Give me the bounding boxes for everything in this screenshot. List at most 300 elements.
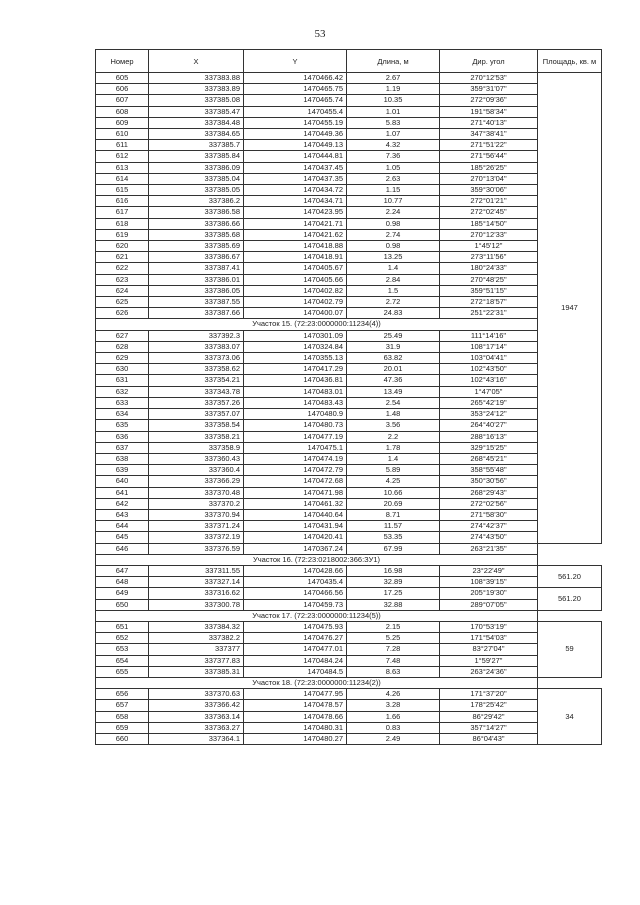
table-row: [96, 409, 602, 420]
table-row: [96, 532, 602, 543]
y-coordinate: 1470466.42: [244, 73, 347, 84]
point-number: 627: [96, 330, 149, 341]
table-row: [96, 241, 602, 252]
point-number: 626: [96, 308, 149, 319]
y-coordinate: 1470455.19: [244, 117, 347, 128]
segment-length: 1.15: [347, 185, 440, 196]
segment-length: 5.83: [347, 117, 440, 128]
segment-length: 1.05: [347, 162, 440, 173]
direction-angle: 178°25'42": [440, 700, 538, 711]
direction-angle: 263°24'36": [440, 666, 538, 677]
y-coordinate: 1470475.93: [244, 621, 347, 632]
table-row: [96, 252, 602, 263]
segment-length: 8.63: [347, 666, 440, 677]
section-title: Участок 15. (72:23:0000000:11234(4)): [96, 319, 538, 330]
segment-length: 53.35: [347, 532, 440, 543]
y-coordinate: 1470423.95: [244, 207, 347, 218]
direction-angle: 263°21'35": [440, 543, 538, 554]
x-coordinate: 337386.01: [149, 274, 244, 285]
table-row: [96, 465, 602, 476]
y-coordinate: 1470421.71: [244, 218, 347, 229]
point-number: 630: [96, 364, 149, 375]
direction-angle: 329°15'25": [440, 442, 538, 453]
x-coordinate: 337327.14: [149, 577, 244, 588]
page-number: 53: [314, 28, 326, 40]
point-number: 640: [96, 476, 149, 487]
point-number: 621: [96, 252, 149, 263]
area-value: 34: [538, 689, 602, 745]
direction-angle: 271°40'13": [440, 117, 538, 128]
direction-angle: 185°14'50": [440, 218, 538, 229]
point-number: 642: [96, 498, 149, 509]
direction-angle: 289°07'05": [440, 599, 538, 610]
x-coordinate: 337384.32: [149, 621, 244, 632]
segment-length: 2.54: [347, 397, 440, 408]
x-coordinate: 337316.62: [149, 588, 244, 599]
table-row: [96, 218, 602, 229]
point-number: 628: [96, 341, 149, 352]
y-coordinate: 1470405.66: [244, 274, 347, 285]
table-row: [96, 476, 602, 487]
x-coordinate: 337383.88: [149, 73, 244, 84]
y-coordinate: 1470478.57: [244, 700, 347, 711]
direction-angle: 357°14'27": [440, 722, 538, 733]
segment-length: 1.07: [347, 129, 440, 140]
segment-length: 1.78: [347, 442, 440, 453]
section-header-row: [96, 319, 602, 330]
direction-angle: 359°31'07": [440, 84, 538, 95]
x-coordinate: 337387.66: [149, 308, 244, 319]
segment-length: 1.4: [347, 263, 440, 274]
y-coordinate: 1470466.56: [244, 588, 347, 599]
segment-length: 67.99: [347, 543, 440, 554]
direction-angle: 102°43'16": [440, 375, 538, 386]
segment-length: 7.28: [347, 644, 440, 655]
direction-angle: 108°39'15": [440, 577, 538, 588]
y-coordinate: 1470355.13: [244, 353, 347, 364]
y-coordinate: 1470472.79: [244, 465, 347, 476]
table-row: [96, 588, 602, 599]
point-number: 608: [96, 106, 149, 117]
x-coordinate: 337358.21: [149, 431, 244, 442]
table-row: [96, 655, 602, 666]
table-header-row: [96, 50, 602, 73]
y-coordinate: 1470431.94: [244, 521, 347, 532]
point-number: 638: [96, 453, 149, 464]
segment-length: 1.5: [347, 285, 440, 296]
segment-length: 31.9: [347, 341, 440, 352]
x-coordinate: 337372.19: [149, 532, 244, 543]
section-title: Участок 17. (72:23:0000000:11234(5)): [96, 610, 538, 621]
y-coordinate: 1470324.84: [244, 341, 347, 352]
segment-length: 63.82: [347, 353, 440, 364]
x-coordinate: 337386.05: [149, 285, 244, 296]
point-number: 631: [96, 375, 149, 386]
point-number: 610: [96, 129, 149, 140]
y-coordinate: 1470465.75: [244, 84, 347, 95]
x-coordinate: 337360.43: [149, 453, 244, 464]
point-number: 607: [96, 95, 149, 106]
segment-length: 2.49: [347, 733, 440, 744]
direction-angle: 180°24'33": [440, 263, 538, 274]
direction-angle: 205°19'30": [440, 588, 538, 599]
point-number: 633: [96, 397, 149, 408]
y-coordinate: 1470434.72: [244, 185, 347, 196]
table-row: [96, 565, 602, 576]
y-coordinate: 1470420.41: [244, 532, 347, 543]
direction-angle: 272°01'21": [440, 196, 538, 207]
table-row: [96, 308, 602, 319]
table-row: [96, 151, 602, 162]
direction-angle: 1°59'27": [440, 655, 538, 666]
header-number: Номер: [96, 50, 149, 73]
segment-length: 0.98: [347, 241, 440, 252]
y-coordinate: 1470402.82: [244, 285, 347, 296]
direction-angle: 359°51'15": [440, 285, 538, 296]
table-row: [96, 722, 602, 733]
point-number: 636: [96, 431, 149, 442]
x-coordinate: 337364.1: [149, 733, 244, 744]
direction-angle: 272°18'57": [440, 297, 538, 308]
x-coordinate: 337383.07: [149, 341, 244, 352]
table-row: [96, 543, 602, 554]
y-coordinate: 1470435.4: [244, 577, 347, 588]
segment-length: 2.15: [347, 621, 440, 632]
direction-angle: 171°37'20": [440, 689, 538, 700]
direction-angle: 268°45'21": [440, 453, 538, 464]
segment-length: 3.28: [347, 700, 440, 711]
y-coordinate: 1470477.01: [244, 644, 347, 655]
direction-angle: 272°02'45": [440, 207, 538, 218]
direction-angle: 347°38'41": [440, 129, 538, 140]
segment-length: 13.25: [347, 252, 440, 263]
point-number: 625: [96, 297, 149, 308]
x-coordinate: 337386.66: [149, 218, 244, 229]
x-coordinate: 337385.31: [149, 666, 244, 677]
table-row: [96, 599, 602, 610]
x-coordinate: 337386.67: [149, 252, 244, 263]
x-coordinate: 337354.21: [149, 375, 244, 386]
x-coordinate: 337377: [149, 644, 244, 655]
direction-angle: 274°43'50": [440, 532, 538, 543]
y-coordinate: 1470440.64: [244, 509, 347, 520]
direction-angle: 271°56'44": [440, 151, 538, 162]
segment-length: 2.72: [347, 297, 440, 308]
direction-angle: 268°29'43": [440, 487, 538, 498]
table-row: [96, 263, 602, 274]
point-number: 609: [96, 117, 149, 128]
x-coordinate: 337385.04: [149, 173, 244, 184]
y-coordinate: 1470449.13: [244, 140, 347, 151]
y-coordinate: 1470461.32: [244, 498, 347, 509]
y-coordinate: 1470437.35: [244, 173, 347, 184]
point-number: 654: [96, 655, 149, 666]
point-number: 632: [96, 386, 149, 397]
segment-length: 2.2: [347, 431, 440, 442]
y-coordinate: 1470444.81: [244, 151, 347, 162]
x-coordinate: 337385.47: [149, 106, 244, 117]
y-coordinate: 1470434.71: [244, 196, 347, 207]
table-row: [96, 386, 602, 397]
direction-angle: 86°29'42": [440, 711, 538, 722]
x-coordinate: 337363.27: [149, 722, 244, 733]
table-row: [96, 666, 602, 677]
y-coordinate: 1470418.88: [244, 241, 347, 252]
table-row: [96, 73, 602, 84]
y-coordinate: 1470400.07: [244, 308, 347, 319]
point-number: 646: [96, 543, 149, 554]
table-row: [96, 442, 602, 453]
table-row: [96, 453, 602, 464]
table-row: [96, 173, 602, 184]
direction-angle: 23°22'49": [440, 565, 538, 576]
y-coordinate: 1470475.1: [244, 442, 347, 453]
segment-length: 0.83: [347, 722, 440, 733]
point-number: 624: [96, 285, 149, 296]
segment-length: 47.36: [347, 375, 440, 386]
header-y: Y: [244, 50, 347, 73]
x-coordinate: 337373.06: [149, 353, 244, 364]
x-coordinate: 337386.09: [149, 162, 244, 173]
segment-length: 17.25: [347, 588, 440, 599]
header-length: Длина, м: [347, 50, 440, 73]
table-row: [96, 274, 602, 285]
table-row: [96, 330, 602, 341]
segment-length: 16.98: [347, 565, 440, 576]
section-title: Участок 16. (72:23:0218002:366:ЗУ1): [96, 554, 538, 565]
segment-length: 1.48: [347, 409, 440, 420]
y-coordinate: 1470471.98: [244, 487, 347, 498]
point-number: 639: [96, 465, 149, 476]
segment-length: 2.63: [347, 173, 440, 184]
table-row: [96, 521, 602, 532]
point-number: 650: [96, 599, 149, 610]
x-coordinate: 337357.26: [149, 397, 244, 408]
y-coordinate: 1470483.01: [244, 386, 347, 397]
direction-angle: 270°48'25": [440, 274, 538, 285]
y-coordinate: 1470437.45: [244, 162, 347, 173]
table-row: [96, 140, 602, 151]
table-row: [96, 644, 602, 655]
point-number: 643: [96, 509, 149, 520]
direction-angle: 170°53'19": [440, 621, 538, 632]
point-number: 634: [96, 409, 149, 420]
point-number: 658: [96, 711, 149, 722]
x-coordinate: 337358.62: [149, 364, 244, 375]
direction-angle: 270°13'04": [440, 173, 538, 184]
segment-length: 2.84: [347, 274, 440, 285]
direction-angle: 350°30'56": [440, 476, 538, 487]
point-number: 619: [96, 229, 149, 240]
y-coordinate: 1470301.09: [244, 330, 347, 341]
x-coordinate: 337357.07: [149, 409, 244, 420]
table-row: [96, 196, 602, 207]
area-value: 561.20: [538, 588, 602, 610]
x-coordinate: 337370.94: [149, 509, 244, 520]
segment-length: 4.25: [347, 476, 440, 487]
x-coordinate: 337377.83: [149, 655, 244, 666]
point-number: 618: [96, 218, 149, 229]
x-coordinate: 337385.08: [149, 95, 244, 106]
x-coordinate: 337358.9: [149, 442, 244, 453]
direction-angle: 271°58'30": [440, 509, 538, 520]
coordinates-table: [95, 49, 602, 745]
segment-length: 3.56: [347, 420, 440, 431]
y-coordinate: 1470367.24: [244, 543, 347, 554]
segment-length: 1.01: [347, 106, 440, 117]
table-row: [96, 364, 602, 375]
x-coordinate: 337385.69: [149, 241, 244, 252]
y-coordinate: 1470417.29: [244, 364, 347, 375]
table-row: [96, 621, 602, 632]
y-coordinate: 1470402.79: [244, 297, 347, 308]
x-coordinate: 337384.48: [149, 117, 244, 128]
table-row: [96, 84, 602, 95]
y-coordinate: 1470477.19: [244, 431, 347, 442]
direction-angle: 272°02'56": [440, 498, 538, 509]
y-coordinate: 1470484.24: [244, 655, 347, 666]
point-number: 651: [96, 621, 149, 632]
point-number: 611: [96, 140, 149, 151]
segment-length: 32.88: [347, 599, 440, 610]
table-row: [96, 117, 602, 128]
point-number: 620: [96, 241, 149, 252]
segment-length: 20.69: [347, 498, 440, 509]
y-coordinate: 1470405.67: [244, 263, 347, 274]
point-number: 655: [96, 666, 149, 677]
point-number: 649: [96, 588, 149, 599]
direction-angle: 1°47'05": [440, 386, 538, 397]
segment-length: 10.66: [347, 487, 440, 498]
segment-length: 2.74: [347, 229, 440, 240]
direction-angle: 273°11'56": [440, 252, 538, 263]
point-number: 613: [96, 162, 149, 173]
y-coordinate: 1470483.43: [244, 397, 347, 408]
segment-length: 11.57: [347, 521, 440, 532]
direction-angle: 83°27'04": [440, 644, 538, 655]
segment-length: 5.25: [347, 633, 440, 644]
segment-length: 10.77: [347, 196, 440, 207]
header-area: Площадь, кв. м: [538, 50, 602, 73]
direction-angle: 265°42'19": [440, 397, 538, 408]
table-row: [96, 297, 602, 308]
direction-angle: 270°12'53": [440, 73, 538, 84]
y-coordinate: 1470455.4: [244, 106, 347, 117]
section-header-row: [96, 610, 602, 621]
table-row: [96, 285, 602, 296]
direction-angle: 272°09'36": [440, 95, 538, 106]
y-coordinate: 1470480.73: [244, 420, 347, 431]
segment-length: 10.35: [347, 95, 440, 106]
point-number: 637: [96, 442, 149, 453]
table-row: [96, 95, 602, 106]
point-number: 629: [96, 353, 149, 364]
direction-angle: 274°42'37": [440, 521, 538, 532]
table-row: [96, 498, 602, 509]
area-value: 561.20: [538, 565, 602, 587]
segment-length: 13.49: [347, 386, 440, 397]
point-number: 605: [96, 73, 149, 84]
segment-length: 2.24: [347, 207, 440, 218]
y-coordinate: 1470476.27: [244, 633, 347, 644]
y-coordinate: 1470421.62: [244, 229, 347, 240]
direction-angle: 264°40'27": [440, 420, 538, 431]
segment-length: 2.67: [347, 73, 440, 84]
section-header-row: [96, 554, 602, 565]
segment-length: 5.89: [347, 465, 440, 476]
point-number: 652: [96, 633, 149, 644]
table-row: [96, 129, 602, 140]
table-row: [96, 207, 602, 218]
point-number: 645: [96, 532, 149, 543]
section-header-row: [96, 677, 602, 688]
segment-length: 1.66: [347, 711, 440, 722]
segment-length: 4.26: [347, 689, 440, 700]
y-coordinate: 1470480.9: [244, 409, 347, 420]
y-coordinate: 1470418.91: [244, 252, 347, 263]
y-coordinate: 1470428.66: [244, 565, 347, 576]
x-coordinate: 337385.7: [149, 140, 244, 151]
table-row: [96, 577, 602, 588]
x-coordinate: 337385.68: [149, 229, 244, 240]
point-number: 657: [96, 700, 149, 711]
area-value: 59: [538, 621, 602, 677]
point-number: 606: [96, 84, 149, 95]
y-coordinate: 1470465.74: [244, 95, 347, 106]
segment-length: 32.89: [347, 577, 440, 588]
x-coordinate: 337358.54: [149, 420, 244, 431]
y-coordinate: 1470472.68: [244, 476, 347, 487]
x-coordinate: 337370.2: [149, 498, 244, 509]
header-x: X: [149, 50, 244, 73]
x-coordinate: 337387.41: [149, 263, 244, 274]
table-row: [96, 397, 602, 408]
y-coordinate: 1470478.66: [244, 711, 347, 722]
x-coordinate: 337385.84: [149, 151, 244, 162]
point-number: 648: [96, 577, 149, 588]
point-number: 617: [96, 207, 149, 218]
direction-angle: 191°58'34": [440, 106, 538, 117]
table-row: [96, 341, 602, 352]
y-coordinate: 1470480.27: [244, 733, 347, 744]
point-number: 659: [96, 722, 149, 733]
point-number: 660: [96, 733, 149, 744]
point-number: 635: [96, 420, 149, 431]
segment-length: 1.4: [347, 453, 440, 464]
segment-length: 1.19: [347, 84, 440, 95]
x-coordinate: 337366.42: [149, 700, 244, 711]
table-row: [96, 162, 602, 173]
segment-length: 7.48: [347, 655, 440, 666]
segment-length: 8.71: [347, 509, 440, 520]
table-row: [96, 689, 602, 700]
point-number: 612: [96, 151, 149, 162]
direction-angle: 270°12'33": [440, 229, 538, 240]
segment-length: 4.32: [347, 140, 440, 151]
y-coordinate: 1470480.31: [244, 722, 347, 733]
y-coordinate: 1470477.95: [244, 689, 347, 700]
table-row: [96, 375, 602, 386]
point-number: 616: [96, 196, 149, 207]
y-coordinate: 1470474.19: [244, 453, 347, 464]
point-number: 647: [96, 565, 149, 576]
direction-angle: 111°14'16": [440, 330, 538, 341]
y-coordinate: 1470449.36: [244, 129, 347, 140]
x-coordinate: 337386.58: [149, 207, 244, 218]
table-row: [96, 509, 602, 520]
y-coordinate: 1470484.5: [244, 666, 347, 677]
x-coordinate: 337343.78: [149, 386, 244, 397]
